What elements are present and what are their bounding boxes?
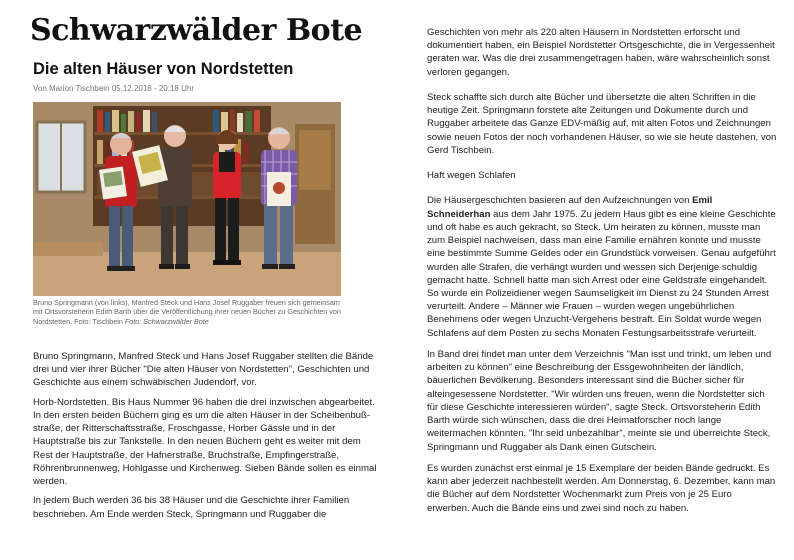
article-photo [33,102,341,296]
paragraph [427,194,777,340]
paragraph: Bruno Springmann, Manfred Steck und Hans Josef Ruggaber stellten die Bände drei und vier ihrer Bücher "Die alten Häuser von Nordstetten", Geschichten und Geschichte aus einem schwäbischen Judendorf, vor. [33,351,374,389]
paragraph: Es wurden zunächst erst einmal je 15 Exemplare der beiden Bände gedruckt. Es kann aber jederzeit nachbestellt werden. Am Donnerstag, 6. Dezember, kann man die Bücher auf dem Nordstetter Wochenmarkt zum Preis von je 25 Euro erwerben. Auch die Bände eins und zwei sind noch zu haben. [427,462,776,514]
paragraph: Geschichten von mehr als 220 alten Häusern in Nordstetten erforscht und dokumentiert haben, ein Beispiel Nordstetter Ortsgeschichte, die in Vergessenheit geraten war. Was die drei zusammengetragen haben, wäre wahrscheinlich sonst verloren gegangen. [427,27,775,78]
article-body-right [427,26,777,523]
caption-credit: Foto: Schwarzwälder Bote [124,316,209,326]
paragraph-text: Die Häusergeschichten basieren auf den Aufzeichnungen von [427,195,693,207]
article-headline: Die alten Häuser von Nordstetten [33,60,294,78]
section-subhead: Haft wegen Schlafen [427,170,516,182]
newspaper-masthead: Schwarzwälder Bote [30,13,363,48]
caption-text: Bruno Springmann (von links), Manfred Steck und Hans Josef Ruggaber freuen sich gemeinsam mit Ortsvorsteherin Edith Barth über die Veröffentlichung ihrer neuen Bücher zu Geschichten von Nordstetten. Foto: Tischbein [33,298,341,326]
paragraph: In jedem Buch werden 36 bis 38 Häuser und die Geschichte ihrer Familien beschrieben. Am Ende werden Steck, Springmann und Ruggaber die [33,495,350,520]
article-body-left [33,350,383,527]
paragraph: Steck schaffte sich durch alte Bücher und übersetzte die alten Schriften in die heutige Zeit. Springmann forstete alte Zeitungen und Dokumente durch und Ruggaber arbeitete das Ganze EDV-mäßig auf, mit alten Fotos und Zeichnungen sowie neuen Fotos der noch vorhandenen Häuser, so wie sie heute dastehen, von Gerd Tischbein. [427,91,777,156]
paragraph-text: aus dem Jahr 1975. Zu jedem Haus gibt es eine kleine Geschichte und oft habe es auch gekracht, so Steck. Um heiraten zu können, musste man zum Beispiel nachweisen, dass man eine Familie ernähren konnte und musste eine bestimmte Summe Geldes oder ein Grundstück vorweisen. Genau aufgeführt wurden alle Strafen, die verhängt wurden und wessen sich Derjenige schuldig gemacht hatte. Schnell hatte man sich Arrest oder eine Geldstrafe eingehandelt. So wurde ein Polizeidiener wegen Saumseligkeit im Dienst zu 24 Stunden Arrest verurteilt. Andere – Männer wie Frauen – wurden wegen ungebührlichen Benehmens oder wegen Unzucht-Vergehens bestraft. Ein Soldat wurde wegen Schlafens auf dem Posten zu sechs Monaten Festungsarbeitsstrafe verurteilt. [427,208,776,339]
article-byline: Von Marion Tischbein 05.12.2018 - 20:18 Uhr [33,84,194,93]
person-name: Emil Schneiderhan [427,195,713,220]
photo-caption [33,298,343,326]
paragraph: Horb-Nordstetten. Bis Haus Nummer 96 haben die drei inzwischen abgearbeitet. In den ersten beiden Büchern ging es um die alten Häuser in der Scheibenbuß-straße, der Ritterschaftsstraße, Froschgasse, Horber Gässle und in der Hauptstraße bis zur Tankstelle. In den neuen Büchern geht es weiter mit dem Rest der Hauptstraße, der Hafnerstraße, Bruchstraße, Empfingerstraße, Röhrenbrunnenweg, Hohlgasse und Kirchenweg. Sieben Bände sollen es einmal werden. [33,396,377,488]
paragraph: In Band drei findet man unter dem Verzeichnis "Man isst und trinkt, um leben und arbeiten zu können" eine Beschreibung der Essgewohnheiten der ländlich, bäuerlichen Bevölkerung. Besonders interessant sind die Bücher sicher für alteingesessene Nordstetter. "Wir würden uns freuen, wenn die Nordstetter sich für diese Geschichte interessieren würden", sagte Steck. Ortsvorsteherin Edith Barth würde sich wünschen, dass die drei Heimatforscher noch lange weitermachen könnten. "Ihr seid unbezahlbar", meinte sie und überreichte Steck, Springmann und Ruggaber als Dank einen Gutschein. [427,348,772,453]
